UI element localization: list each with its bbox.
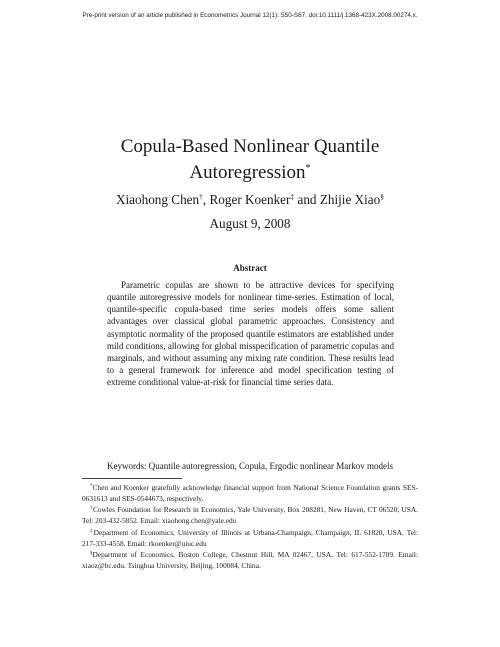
title-line-2-text: Autoregression	[189, 162, 306, 183]
author-name: Xiaohong Chen	[115, 192, 200, 207]
title-line-1: Copula-Based Nonlinear Quantile	[120, 136, 380, 157]
title-footnote-marker: *	[305, 163, 311, 174]
footnote-text: Department of Economics, Boston College, Chestnut Hill, MA 02467, USA. Tel: 617-552-1709. Email: xiaoz@bc.edu. Tsinghua University, Beijing, 100084, China.	[82, 550, 418, 570]
abstract-heading: Abstract	[233, 263, 267, 273]
author-name: Zhijie Xiao	[319, 192, 381, 207]
paper-date: August 9, 2008	[209, 216, 291, 231]
title-line-2	[0, 158, 500, 184]
keywords: Keywords: Quantile autoregression, Copula, Ergodic nonlinear Markov models	[107, 461, 394, 471]
footnote-text: Department of Economics, University of Illinois at Urbana-Champaign, Champaign, IL 61820, USA. Tel: 217-333-4558. Email: rkoenker@uiuc.edu	[82, 527, 419, 548]
preprint-notice: Pre-print version of an article published in Econometrics Journal 12(1): S50-S67. doi:10.1111/j.1368-423X.2008.00274.x.	[82, 12, 418, 19]
footnote-mark: ‡	[90, 528, 94, 534]
author-footnote-marker: ‡	[290, 192, 295, 201]
footnote	[82, 549, 418, 571]
footnote-text: Cowles Foundation for Research in Economics, Yale University, Box 208281, New Haven, CT 06520, USA. Tel: 203-432-5852. Email: xiaohong.chen@yale.edu	[82, 505, 419, 526]
footnote	[82, 482, 418, 504]
author-footnote-marker: †	[199, 192, 203, 201]
author-footnote-marker: §	[380, 192, 384, 201]
abstract-body: Parametric copulas are shown to be attractive devices for specifying quantile autoregressive models for nonlinear time-series. Estimation of local, quantile-specific copula-based time series models offers some salient advantages over classical global parametric approaches. Consistency and asymptotic normality of the proposed quantile estimators are established under mild conditions, allowing for global misspecification of parametric copulas and marginals, and without assuming any mixing rate condition. These results lead to a general framework for inference and model specification testing of extreme conditional value-at-risk for financial time series data.	[107, 280, 394, 388]
footnotes	[82, 482, 418, 572]
footnote-mark: §	[90, 551, 93, 557]
footnote	[82, 527, 418, 549]
author-name: Roger Koenker	[209, 192, 291, 207]
paper-title	[0, 136, 500, 184]
footnote-mark: †	[90, 506, 93, 512]
footnote-rule	[82, 478, 182, 479]
footnote-text: Chen and Koenker gratefully acknowledge financial support from National Science Foundation grants SES-0631613 and SES-0544673, respectively.	[82, 483, 418, 503]
footnote	[82, 504, 418, 526]
author-conjunction: and	[297, 192, 317, 207]
author-list: Xiaohong Chen†, Roger Koenker‡ and Zhijie Xiao§	[115, 192, 384, 207]
footnote-mark: *	[90, 484, 93, 489]
